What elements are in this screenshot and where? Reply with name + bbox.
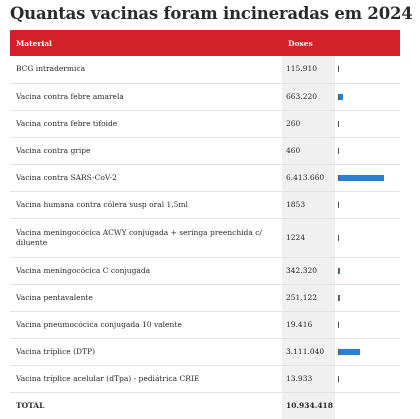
doses-cell: 115.910 xyxy=(282,56,335,83)
material-cell: Vacina tríplice (DTP) xyxy=(10,338,282,365)
doses-bar xyxy=(338,235,339,241)
vaccines-table xyxy=(10,30,400,419)
material-cell: Vacina meningocócica ACWY conjugada + seringa preenchida c/ diluente xyxy=(10,218,282,257)
doses-cell: 251.122 xyxy=(282,284,335,311)
doses-bar xyxy=(338,376,339,382)
doses-cell: 1853 xyxy=(282,191,335,218)
material-cell: Vacina contra gripe xyxy=(10,137,282,164)
doses-bar-cell xyxy=(335,284,400,311)
doses-bar xyxy=(338,295,340,301)
doses-column-header[interactable]: Doses xyxy=(282,30,335,56)
material-cell: Vacina contra febre tifoide xyxy=(10,110,282,137)
doses-bar-cell xyxy=(335,311,400,338)
table-row xyxy=(10,164,400,191)
table-header-row xyxy=(10,30,400,56)
doses-cell: 3.111.040 xyxy=(282,338,335,365)
doses-cell: 460 xyxy=(282,137,335,164)
material-cell: Vacina contra febre amarela xyxy=(10,83,282,110)
doses-bar-cell xyxy=(335,191,400,218)
bar-column-header xyxy=(335,30,400,56)
table-row xyxy=(10,83,400,110)
total-doses: 10.934.418 xyxy=(282,392,335,419)
doses-bar xyxy=(338,94,343,100)
doses-bar xyxy=(338,148,339,154)
doses-cell: 13.933 xyxy=(282,365,335,392)
doses-cell: 260 xyxy=(282,110,335,137)
table-row xyxy=(10,284,400,311)
material-cell: Vacina humana contra cólera susp oral 1,5ml xyxy=(10,191,282,218)
table-row xyxy=(10,110,400,137)
material-column-header[interactable]: Material xyxy=(10,30,282,56)
table-row xyxy=(10,311,400,338)
doses-bar-cell xyxy=(335,257,400,284)
doses-bar xyxy=(338,202,339,208)
doses-cell: 19.416 xyxy=(282,311,335,338)
doses-bar-cell xyxy=(335,83,400,110)
doses-cell: 663.220 xyxy=(282,83,335,110)
table-row xyxy=(10,218,400,257)
material-cell: BCG intradermica xyxy=(10,56,282,83)
table-row xyxy=(10,191,400,218)
material-cell: Vacina contra SARS-CoV-2 xyxy=(10,164,282,191)
doses-cell: 342.320 xyxy=(282,257,335,284)
doses-bar xyxy=(338,349,360,355)
material-cell: Vacina pentavalente xyxy=(10,284,282,311)
doses-cell: 6.413.660 xyxy=(282,164,335,191)
material-cell: Vacina tríplice acelular (dTpa) - pediátrica CRIE xyxy=(10,365,282,392)
doses-bar xyxy=(338,121,339,127)
doses-bar xyxy=(338,175,384,181)
table-row xyxy=(10,137,400,164)
table-row xyxy=(10,56,400,83)
material-cell: Vacina meningocócica C conjugada xyxy=(10,257,282,284)
page-title: Quantas vacinas foram incineradas em 2024 xyxy=(10,4,413,23)
doses-bar-cell xyxy=(335,338,400,365)
doses-bar xyxy=(338,268,340,274)
doses-bar-cell xyxy=(335,110,400,137)
doses-bar xyxy=(338,66,339,72)
doses-cell: 1224 xyxy=(282,218,335,257)
doses-bar-cell xyxy=(335,137,400,164)
doses-bar-cell xyxy=(335,365,400,392)
material-cell: Vacina pneumocócica conjugada 10 valente xyxy=(10,311,282,338)
doses-bar-cell xyxy=(335,164,400,191)
table-row xyxy=(10,365,400,392)
doses-bar-cell xyxy=(335,218,400,257)
table-row xyxy=(10,257,400,284)
table-row xyxy=(10,338,400,365)
doses-bar xyxy=(338,322,339,328)
total-label: TOTAL xyxy=(16,400,45,410)
doses-bar-cell xyxy=(335,56,400,83)
